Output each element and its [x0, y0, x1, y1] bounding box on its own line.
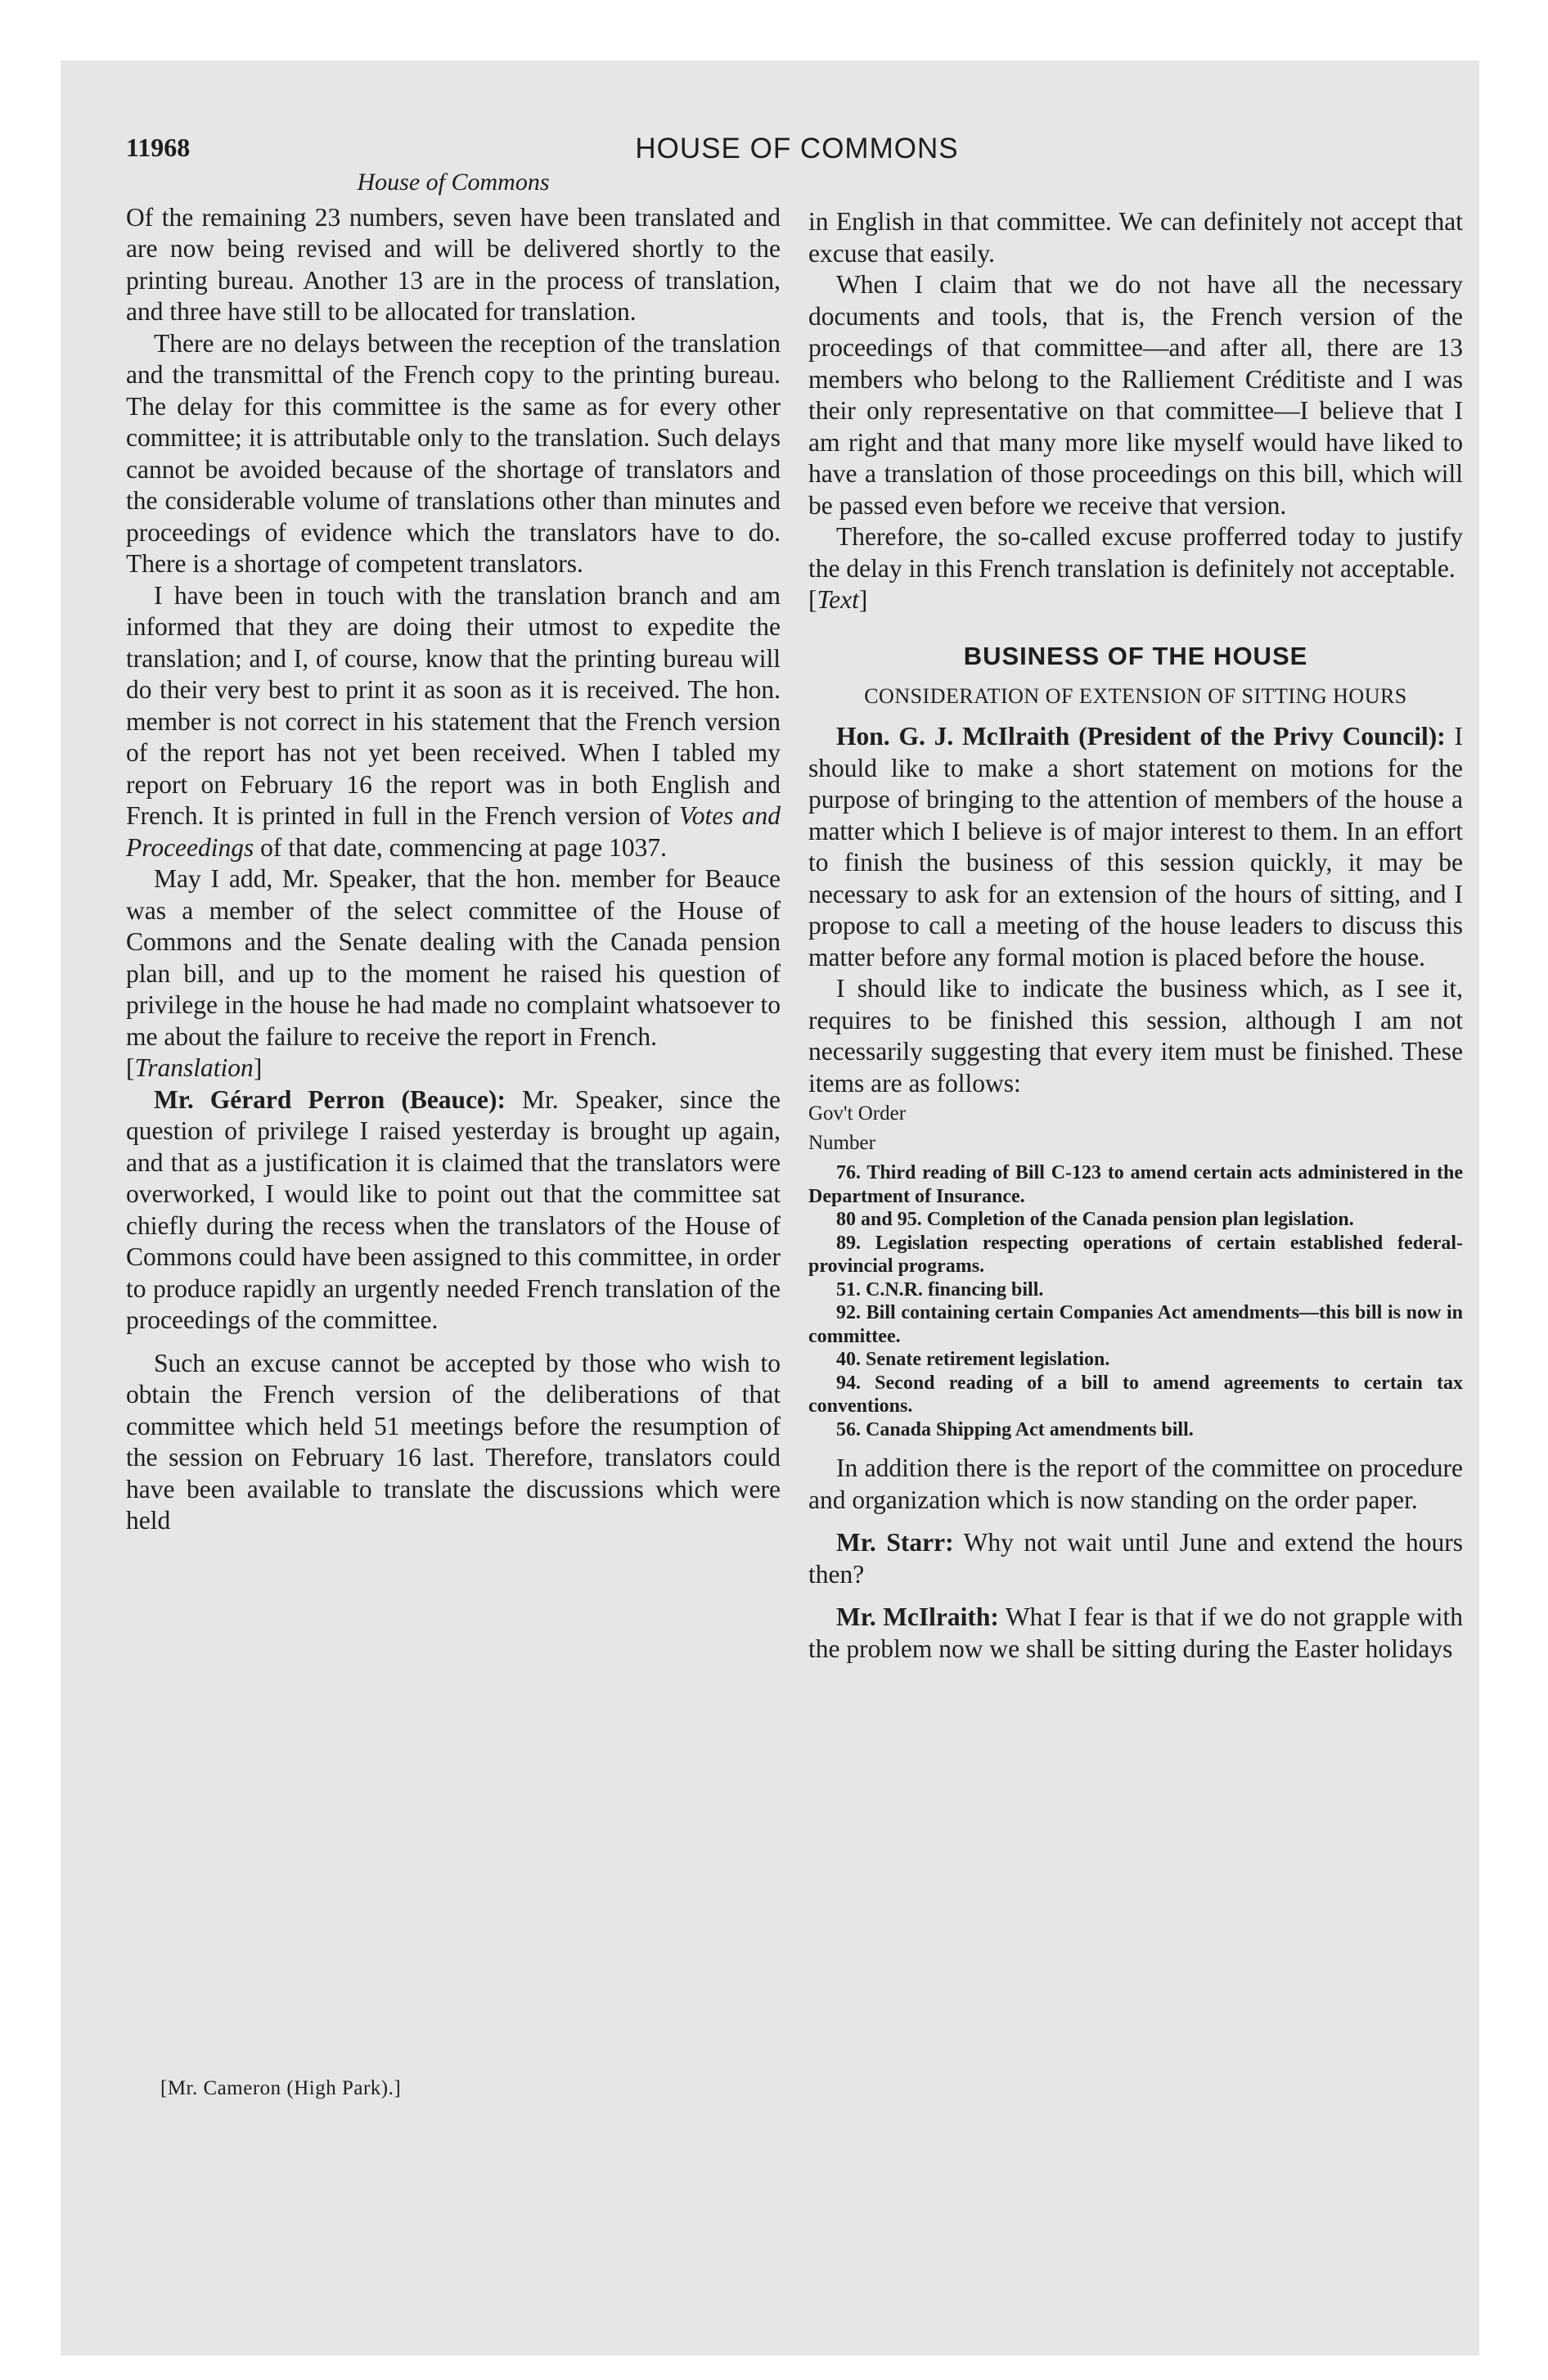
paragraph: Of the remaining 23 numbers, seven have been translated and are now being revised and will be delivered shortly to the printing bureau. Another 13 are in the process of translation, and three have still to be allocated for translation. — [126, 202, 781, 326]
text-run: Why not wait until June and extend the hours then? — [808, 1528, 1463, 1589]
paragraph: I should like to indicate the business which, as I see it, requires to be finished this session, although I am not necessarily suggesting that every item must be finished. These items are as follows: — [808, 974, 1463, 1098]
left-column — [126, 167, 781, 1537]
running-title: HOUSE OF COMMONS — [635, 133, 959, 165]
paragraph: May I add, Mr. Speaker, that the hon. member for Beauce was a member of the select committee of the House of Commons and the Senate dealing with the Canada pension plan bill, and up to the moment he raised his question of privilege in the house he had made no complaint whatsoever to me about the failure to receive the report in French. — [126, 864, 781, 1051]
text-run: I have been in touch with the translation branch and am informed that they are doing their utmost to expedite the translation; and I, of course, know that the printing bureau will do their very best to print it as soon as it is received. The hon. member is not correct in his statement that the French version of the report has not yet been received. When I tabled my report on February 16 the report was in both English and French. It is printed in full in the French version of — [126, 580, 781, 830]
page-header — [126, 133, 1468, 172]
section-subtitle: CONSIDERATION OF EXTENSION OF SITTING HOURS — [864, 684, 1407, 708]
order-item: 56. Canada Shipping Act amendments bill. — [836, 1418, 1194, 1440]
page-number: 11968 — [126, 133, 191, 162]
paragraph — [126, 580, 781, 864]
text-run: What I fear is that if we do not grapple with the problem now we shall be sitting during the Easter holidays — [808, 1602, 1464, 1663]
paragraph: When I claim that we do not have all the necessary documents and tools, that is, the French version of the proceedings of that committee—and after all, there are 13 members who belong to the Ralliement Créditiste and I was their only representative on that committee—I believe that I am right and that many more like myself would have liked to have a translation of those proceedings on this bill, which will be passed even before we receive that version. — [808, 270, 1463, 520]
speaker-name: Mr. Gérard Perron (Beauce): — [154, 1084, 506, 1114]
bracket-label: Text — [817, 585, 859, 614]
paragraph: There are no delays between the reception of the translation and the transmittal of the French copy to the printing bureau. The delay for this committee is the same as for every other committee; it is attributable only to the translation. Such delays cannot be avoided because of the shortage of translators and the considerable volume of translations other than minutes and proceedings of evidence which the translators have to do. There is a shortage of competent translators. — [126, 328, 781, 578]
section-subhead: House of Commons — [357, 169, 550, 196]
order-item: 89. Legislation respecting operations of certain established federal-provincial programs. — [808, 1232, 1463, 1277]
paragraph: Such an excuse cannot be accepted by those who wish to obtain the French version of the deliberations of that committee which held 51 meetings before the resumption of the session on February 16 last. Therefore, translators could have been available to translate the discussions which were held — [126, 1348, 781, 1535]
paragraph — [126, 1084, 781, 1336]
speaker-name: Hon. G. J. McIlraith (President of the Privy Council): — [836, 722, 1446, 751]
paragraph — [808, 1602, 1463, 1665]
bracket-label: Translation — [134, 1053, 254, 1082]
text-run: Mr. Speaker, since the question of privilege I raised yesterday is brought up again, and that as a justification it is claimed that the translators were overworked, I would like to point out that the committee sat chiefly during the recess when the translators of the House of Commons could have been assigned to this committee, in order to produce rapidly an urgently needed French translation of the proceedings of the committee. — [126, 1084, 781, 1334]
bracket-marker: [Text] — [808, 585, 868, 614]
paragraph: Therefore, the so-called excuse profferred today to justify the delay in this French translation is definitely not acceptable. — [808, 522, 1463, 583]
speaker-name: Mr. McIlraith: — [836, 1602, 999, 1631]
order-list — [808, 1161, 1463, 1441]
order-item: 92. Bill containing certain Companies Act amendments—this bill is now in committee. — [808, 1302, 1463, 1347]
order-heading-line: Gov't Order — [808, 1102, 907, 1125]
text-run: I should like to make a short statement on motions for the purpose of bringing to the attention of members of the house a matter which I believe is of major interest to them. In an effort to finish the business of this session quickly, it may be necessary to ask for an extension of the hours of sitting, and I propose to call a meeting of the house leaders to discuss this matter before any formal motion is placed before the house. — [808, 722, 1463, 971]
order-heading-line: Number — [808, 1132, 875, 1154]
right-column — [808, 206, 1463, 1665]
paragraph: In addition there is the report of the committee on procedure and organization which is now standing on the order paper. — [808, 1454, 1463, 1514]
paragraph — [808, 1527, 1463, 1590]
section-title: BUSINESS OF THE HOUSE — [963, 641, 1308, 670]
speaker-name: Mr. Starr: — [836, 1528, 954, 1557]
order-heading — [808, 1099, 1463, 1158]
order-item: 94. Second reading of a bill to amend agreements to certain tax conventions. — [808, 1372, 1463, 1417]
order-item: 76. Third reading of Bill C-123 to amend certain acts administered in the Department of Insurance. — [808, 1162, 1463, 1207]
bracket-marker: [Translation] — [126, 1053, 263, 1082]
order-item: 51. C.N.R. financing bill. — [836, 1278, 1044, 1300]
order-item: 80 and 95. Completion of the Canada pension plan legislation. — [836, 1209, 1354, 1230]
text-run: of that date, commencing at page 1037. — [254, 832, 668, 862]
page-footer: [Mr. Cameron (High Park).] — [160, 2077, 402, 2099]
italic-title: Votes and Proceedings — [126, 801, 781, 862]
paragraph: in English in that committee. We can definitely not accept that excuse that easily. — [808, 207, 1463, 268]
order-item: 40. Senate retirement legislation. — [836, 1349, 1110, 1370]
paragraph — [808, 721, 1463, 973]
